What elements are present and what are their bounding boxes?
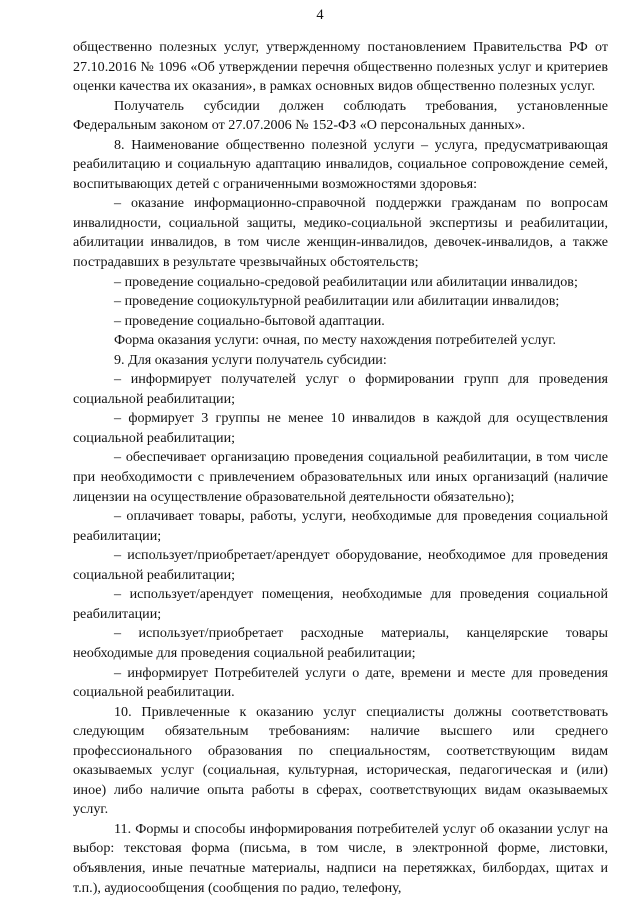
document-body <box>73 38 608 898</box>
list-item: – использует/приобретает/арендует оборудование, необходимое для проведения социальной реабилитации; <box>73 547 608 583</box>
list-item: – оказание информационно-справочной поддержки гражданам по вопросам инвалидности, социальной защиты, медико-социальной экспертизы и реабилитации, абилитации инвалидов, в том числе женщин-инвалидов, девочек-инвалидов, а также пострадавших в результате чрезвычайных обстоятельств; <box>73 195 608 271</box>
list-item: – использует/арендует помещения, необходимые для проведения социальной реабилитации; <box>73 586 608 622</box>
list-item: – проведение социально-средовой реабилитации или абилитации инвалидов; <box>114 273 578 290</box>
list-item: – обеспечивает организацию проведения социальной реабилитации, в том числе при необходимости с привлечением образовательных или иных организаций (наличие лицензии на осуществление образовательной деятельности обязательно); <box>73 449 608 505</box>
paragraph-continuation: общественно полезных услуг, утвержденному постановлением Правительства РФ от 27.10.2016 № 1096 «Об утверждении перечня общественно полезных услуг и критериев оценки качества их оказания», в рамках основных видов общественно полезных услуг. <box>73 39 608 95</box>
list-item: – формирует 3 группы не менее 10 инвалидов в каждой для осуществления социальной реабилитации; <box>73 410 608 446</box>
list-item: – проведение социально-бытовой адаптации. <box>114 312 385 329</box>
list-item: – информирует Потребителей услуги о дате, времени и месте для проведения социальной реабилитации. <box>73 664 608 701</box>
paragraph-personal-data: Получатель субсидии должен соблюдать требования, установленные Федеральным законом от 27.07.2006 № 152-ФЗ «О персональных данных». <box>73 97 608 134</box>
list-item: – информирует получателей услуг о формировании групп для проведения социальной реабилитации; <box>73 371 608 407</box>
list-item: – проведение социокультурной реабилитации или абилитации инвалидов; <box>114 293 560 310</box>
paragraph-service-form: Форма оказания услуги: очная, по месту нахождения потребителей услуг. <box>114 332 557 349</box>
paragraph-item-9: 9. Для оказания услуги получатель субсидии: <box>114 351 387 368</box>
page-number: 4 <box>316 7 324 23</box>
paragraph-item-10: 10. Привлеченные к оказанию услуг специалисты должны соответствовать следующим обязательным требованиям: наличие высшего или среднего профессионального образования по специальностям, соответствующим видам оказываемых услуг (социальная, культурная, историческая, педагогическая и (или) иное) либо наличие опыта работы в сферах, соответствующих видам оказываемых услуг. <box>73 703 608 818</box>
paragraph-item-11: 11. Формы и способы информирования потребителей услуг об оказании услуг на выбор: текстовая форма (письма, в том числе, в электронной форме, листовки, объявления, иные печатные материалы, надписи на перетяжках, билбордах, щитах и т.п.), аудиосообщения (сообщения по радио, телефону, <box>73 820 608 896</box>
list-item: – использует/приобретает расходные материалы, канцелярские товары необходимые для проведения социальной реабилитации; <box>73 625 608 661</box>
paragraph-item-8: 8. Наименование общественно полезной услуги – услуга, предусматривающая реабилитацию и социальную адаптацию инвалидов, социальное сопровождение семей, воспитывающих детей с ограниченными возможностями здоровья: <box>73 136 608 192</box>
list-item: – оплачивает товары, работы, услуги, необходимые для проведения социальной реабилитации; <box>73 508 608 544</box>
